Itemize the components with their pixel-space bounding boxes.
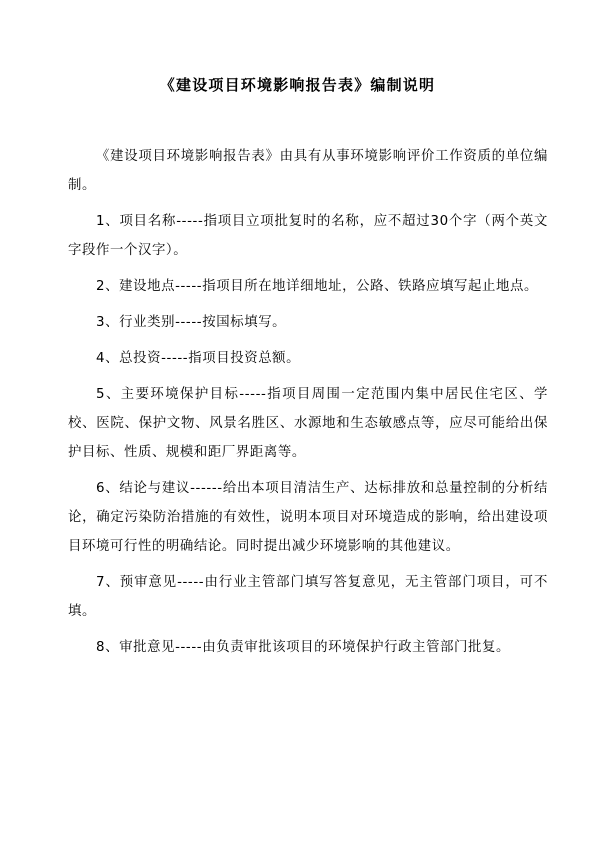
item-approval-opinion: 8、审批意见-----由负责审批该项目的环境保护行政主管部门批复。 — [96, 640, 511, 655]
item-construction-site: 2、建设地点-----指项目所在地详细地址，公路、铁路应填写起止地点。 — [96, 279, 539, 294]
intro-paragraph: 《建设项目环境影响报告表》由具有从事环境影响评价工作资质的单位编制。 — [68, 149, 548, 193]
document-title: 《建设项目环境影响报告表》编制说明 — [159, 76, 436, 94]
item-project-name: 1、项目名称-----指项目立项批复时的名称，应不超过30个字（两个英文字段作一个汉字）。 — [68, 214, 548, 258]
document-body — [68, 142, 548, 669]
item-preliminary-review: 7、预审意见-----由行业主管部门填写答复意见，无主管部门项目，可不填。 — [68, 575, 548, 619]
item-industry-category: 3、行业类别-----按国标填写。 — [96, 315, 287, 330]
item-conclusions: 6、结论与建议------给出本项目清洁生产、达标排放和总量控制的分析结论，确定污染防治措施的有效性，说明本项目对环境造成的影响，给出建设项目环境可行性的明确结论。同时提出减少环境影响的其他建议。 — [68, 481, 548, 554]
item-total-investment: 4、总投资-----指项目投资总额。 — [96, 351, 301, 366]
item-protection-targets: 5、主要环境保护目标-----指项目周围一定范围内集中居民住宅区、学校、医院、保护文物、风景名胜区、水源地和生态敏感点等，应尽可能给出保护目标、性质、规模和距厂界距离等。 — [68, 387, 548, 460]
